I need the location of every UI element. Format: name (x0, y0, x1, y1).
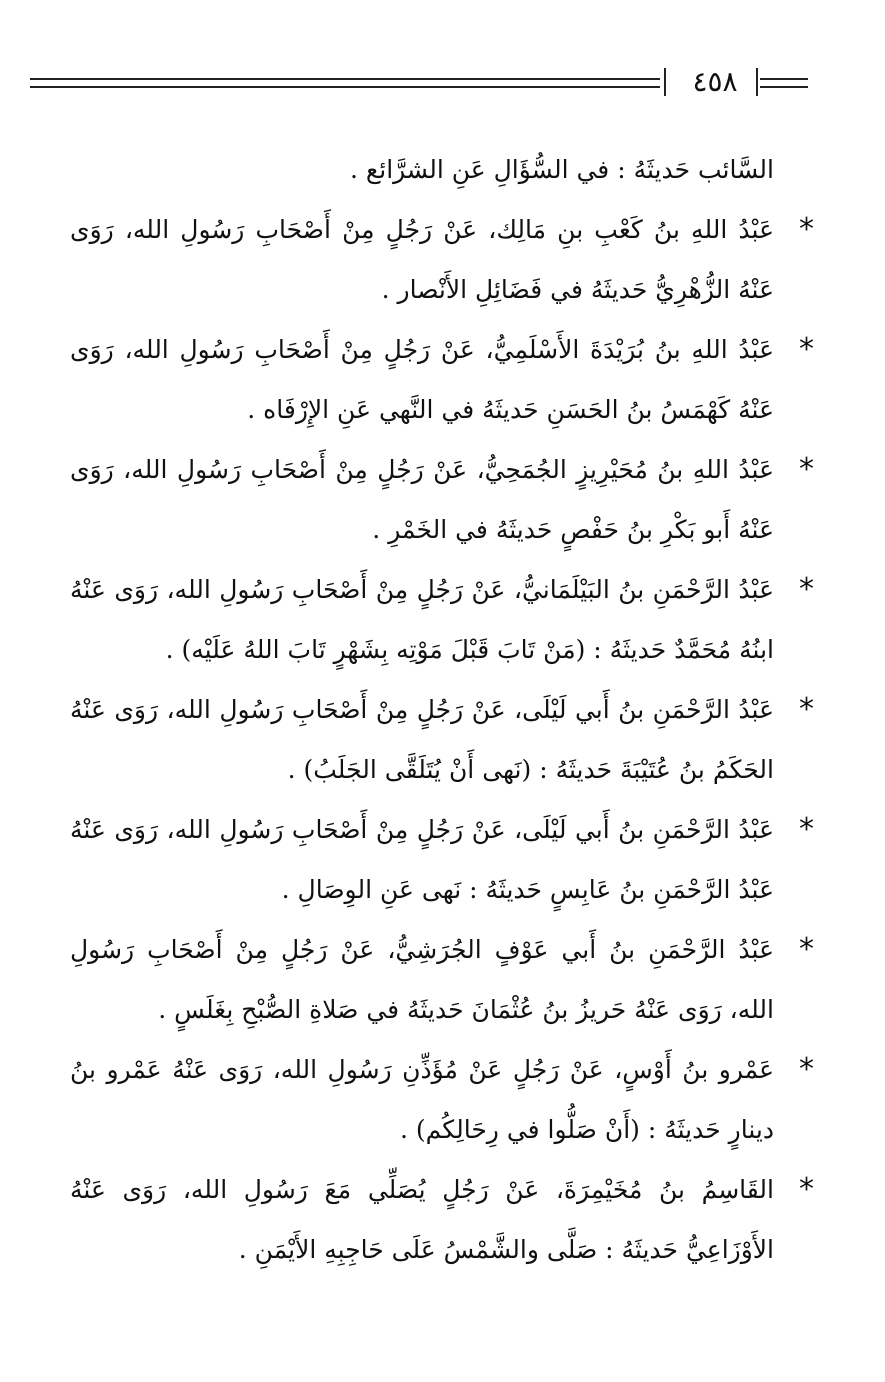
list-item (70, 680, 814, 800)
entry-text: عَبْدُ اللهِ بنُ بُرَيْدَةَ الأَسْلَمِيُّ، عَنْ رَجُلٍ مِنْ أَصْحَابِ رَسُولِ الله، رَوَى عَنْهُ كَهْمَسُ بنُ الحَسَنِ حَديثَهُ في النَّهي عَنِ الإِرْفَاه . (70, 335, 774, 424)
header-rule-long (30, 78, 660, 88)
header-rule-short (760, 78, 808, 88)
entry-text: عَبْدُ اللهِ بنُ مُحَيْرِيزٍ الجُمَحِيُّ، عَنْ رَجُلٍ مِنْ أَصْحَابِ رَسُولِ الله، رَوَى عَنْهُ أَبو بَكْرِ بنُ حَفْصٍ حَديثَهُ في الخَمْرِ . (70, 455, 774, 544)
asterisk-icon: * (799, 1052, 814, 1087)
asterisk-icon: * (799, 812, 814, 847)
header-rule-divider-right (756, 68, 758, 96)
asterisk-icon: * (799, 572, 814, 607)
entry-text: عَبْدُ الرَّحْمَنِ بنُ البَيْلَمَانيُّ، عَنْ رَجُلٍ مِنْ أَصْحَابِ رَسُولِ الله، رَوَى عَنْهُ ابنُهُ مُحَمَّدٌ حَديثَهُ : (مَنْ تَابَ قَبْلَ مَوْتِه بِشَهْرٍ تَابَ اللهُ عَلَيْه) . (70, 575, 774, 664)
entry-text: عَمْرو بنُ أَوْسٍ، عَنْ رَجُلٍ عَنْ مُؤَذِّنِ رَسُولِ الله، رَوَى عَنْهُ عَمْرو بنُ دينارٍ حَديثَهُ : (أَنْ صَلُّوا في رِحَالِكُم) . (70, 1055, 774, 1144)
list-item (70, 440, 814, 560)
asterisk-icon: * (799, 1172, 814, 1207)
entry-text: عَبْدُ اللهِ بنُ كَعْبِ بنِ مَالِك، عَنْ رَجُلٍ مِنْ أَصْحَابِ رَسُولِ الله، رَوَى عَنْهُ الزُّهْرِيُّ حَديثَهُ في فَضَائِلِ الأَنْصار . (70, 215, 774, 304)
entry-text: عَبْدُ الرَّحْمَنِ بنُ أَبي لَيْلَى، عَنْ رَجُلٍ مِنْ أَصْحَابِ رَسُولِ الله، رَوَى عَنْهُ عَبْدُ الرَّحْمَنِ بنُ عَابِسٍ حَديثَهُ : نَهى عَنِ الوِصَالِ . (70, 815, 774, 904)
page-header (30, 66, 810, 106)
list-item (70, 200, 814, 320)
asterisk-icon: * (799, 212, 814, 247)
list-item (70, 920, 814, 1040)
page-body (70, 140, 814, 1280)
asterisk-icon: * (799, 692, 814, 727)
asterisk-icon: * (799, 332, 814, 367)
asterisk-icon: * (799, 452, 814, 487)
page-number: ٤٥٨ (692, 65, 738, 98)
list-item (70, 560, 814, 680)
list-item (70, 1160, 814, 1280)
entry-text: القَاسِمُ بنُ مُخَيْمِرَةَ، عَنْ رَجُلٍ يُصَلِّي مَعَ رَسُولِ الله، رَوَى عَنْهُ الأَوْزَاعِيُّ حَديثَهُ : صَلَّى والشَّمْسُ عَلَى حَاجِبِهِ الأَيْمَنِ . (70, 1175, 774, 1264)
list-item (70, 320, 814, 440)
list-item (70, 800, 814, 920)
list-item (70, 1040, 814, 1160)
continued-paragraph: السَّائب حَديثَهُ : في السُّؤَالِ عَنِ الشرَّائع . (350, 155, 774, 184)
entry-text: عَبْدُ الرَّحْمَنِ بنُ أَبي عَوْفٍ الجُرَشِيُّ، عَنْ رَجُلٍ مِنْ أَصْحَابِ رَسُولِ الله، رَوَى عَنْهُ حَريزُ بنُ عُثْمَانَ حَديثَهُ في صَلاةِ الصُّبْحِ بِغَلَسٍ . (70, 935, 774, 1024)
entry-text: عَبْدُ الرَّحْمَنِ بنُ أَبي لَيْلَى، عَنْ رَجُلٍ مِنْ أَصْحَابِ رَسُولِ الله، رَوَى عَنْهُ الحَكَمُ بنُ عُتَيْبَةَ حَديثَهُ : (نَهى أَنْ يُتَلَقَّى الجَلَبُ) . (70, 695, 774, 784)
header-rule-divider-left (664, 68, 666, 96)
asterisk-icon: * (799, 932, 814, 967)
